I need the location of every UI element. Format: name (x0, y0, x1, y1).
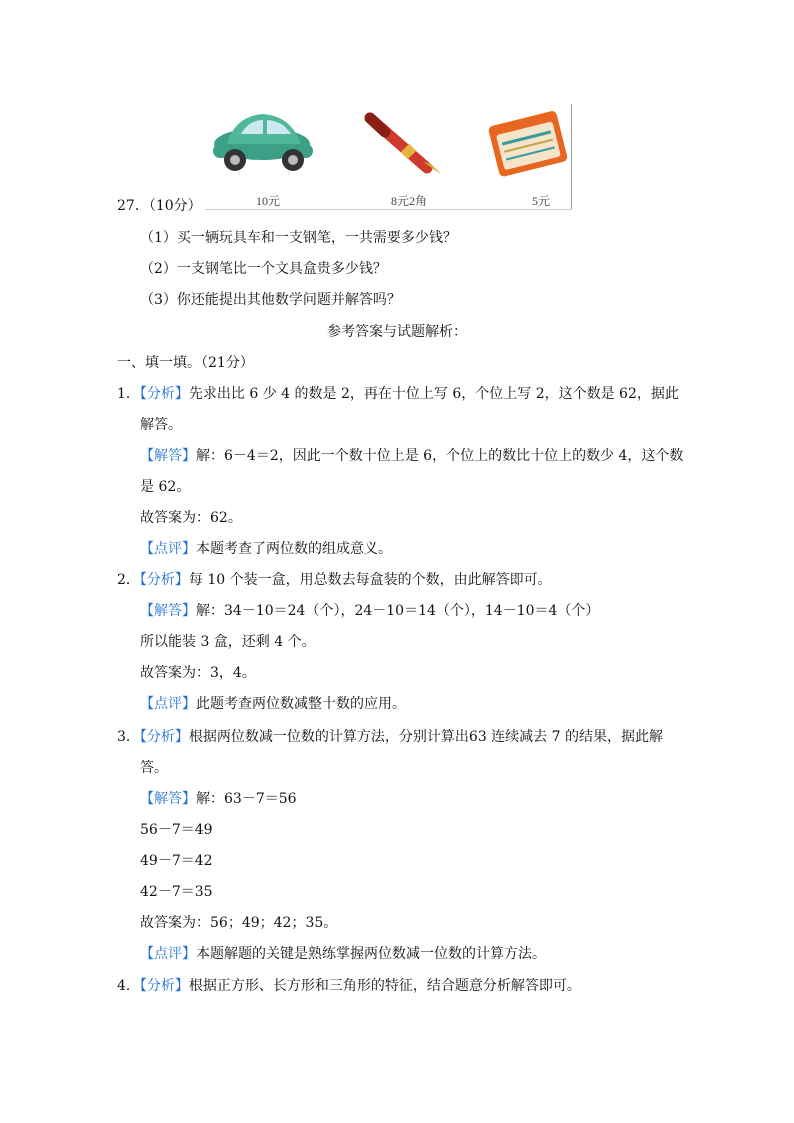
problem-1-analysis (117, 384, 679, 404)
problem-2-solution-text: 解：34－10＝24（个），24－10＝14（个），14－10＝4（个） (196, 603, 600, 619)
problem-2-analysis-text: 每 10 个装一盒，用总数去每盒装的个数，由此解答即可。 (188, 572, 552, 588)
problem-3-comment (140, 944, 546, 964)
problem-1-solution-text: 解：6－4＝2，因此一个数十位上是 6，个位上的数比十位上的数少 4，这个数 (196, 448, 684, 464)
solution-tag: 【解答】 (140, 448, 196, 464)
problem-2-number: 2． (117, 572, 140, 588)
question-27-item-2: （2）一支钢笔比一个文具盒贵多少钱？ (140, 261, 387, 277)
analysis-tag: 【分析】 (139, 572, 189, 588)
product-figure (205, 104, 573, 210)
problem-1-analysis-cont: 解答。 (140, 417, 182, 433)
problem-1-solution (140, 446, 683, 466)
problem-3-answer: 故答案为：56；49；42；35。 (140, 915, 338, 931)
problem-2-answer: 故答案为：3，4。 (140, 665, 256, 681)
analysis-tag: 【分析】 (139, 729, 189, 745)
problem-1-solution-cont: 是 62。 (140, 479, 191, 495)
figure-border-bottom (205, 209, 572, 210)
comment-tag: 【点评】 (140, 541, 196, 557)
problem-3-analysis (117, 727, 663, 747)
figure-border-right (571, 104, 572, 210)
problem-3-step-3: 49－7＝42 (140, 853, 213, 869)
problem-1-answer: 故答案为：62。 (140, 510, 242, 526)
problem-3-comment-text: 本题解题的关键是熟练掌握两位数减一位数的计算方法。 (196, 946, 546, 962)
problem-3-solution (140, 789, 297, 809)
problem-1-analysis-text: 先求出比 6 少 4 的数是 2，再在十位上写 6，个位上写 2，这个数是 62，据此 (188, 386, 679, 402)
question-27-header: 27．（10分） (117, 198, 202, 214)
section-heading: 一、填一填。（21分） (117, 355, 254, 371)
problem-3-step-2: 56－7＝49 (140, 822, 213, 838)
pencil-box-price: 5元 (532, 194, 551, 208)
problem-2-comment-text: 此题考查两位数减整十数的应用。 (196, 696, 406, 712)
analysis-tag: 【分析】 (139, 386, 189, 402)
problem-3-number: 3． (117, 729, 140, 745)
problem-4-analysis-text: 根据正方形、长方形和三角形的特征，结合题意分析解答即可。 (188, 978, 581, 994)
toy-car-price: 10元 (256, 194, 281, 208)
problem-1-comment (140, 539, 392, 559)
solution-tag: 【解答】 (140, 791, 196, 807)
problem-3-step-4: 42－7＝35 (140, 884, 213, 900)
question-27-item-3: （3）你还能提出其他数学问题并解答吗？ (140, 292, 401, 308)
answers-title: 参考答案与试题解析： (327, 324, 467, 340)
problem-1-number: 1． (117, 386, 140, 402)
problem-4-analysis (117, 976, 581, 996)
pencil-box-icon (488, 110, 569, 177)
question-27-item-1: （1）买一辆玩具车和一支钢笔，一共需要多少钱？ (140, 230, 457, 246)
comment-tag: 【点评】 (140, 946, 196, 962)
problem-2-analysis (117, 570, 552, 590)
pen-price: 8元2角 (391, 194, 428, 208)
analysis-tag: 【分析】 (139, 978, 189, 994)
problem-3-analysis-text: 根据两位数减一位数的计算方法，分别计算出63 连续减去 7 的结果，据此解 (188, 729, 663, 745)
problem-3-solution-text: 解：63－7＝56 (196, 791, 297, 807)
pen-icon (370, 118, 441, 174)
problem-3-analysis-cont: 答。 (140, 760, 168, 776)
problem-2-solution-cont: 所以能装 3 盒，还剩 4 个。 (140, 634, 316, 650)
problem-1-comment-text: 本题考查了两位数的组成意义。 (196, 541, 392, 557)
problem-2-solution (140, 601, 599, 621)
solution-tag: 【解答】 (140, 603, 196, 619)
problem-4-number: 4． (117, 978, 140, 994)
toy-car-icon (213, 114, 313, 171)
problem-2-comment (140, 694, 406, 714)
comment-tag: 【点评】 (140, 696, 196, 712)
